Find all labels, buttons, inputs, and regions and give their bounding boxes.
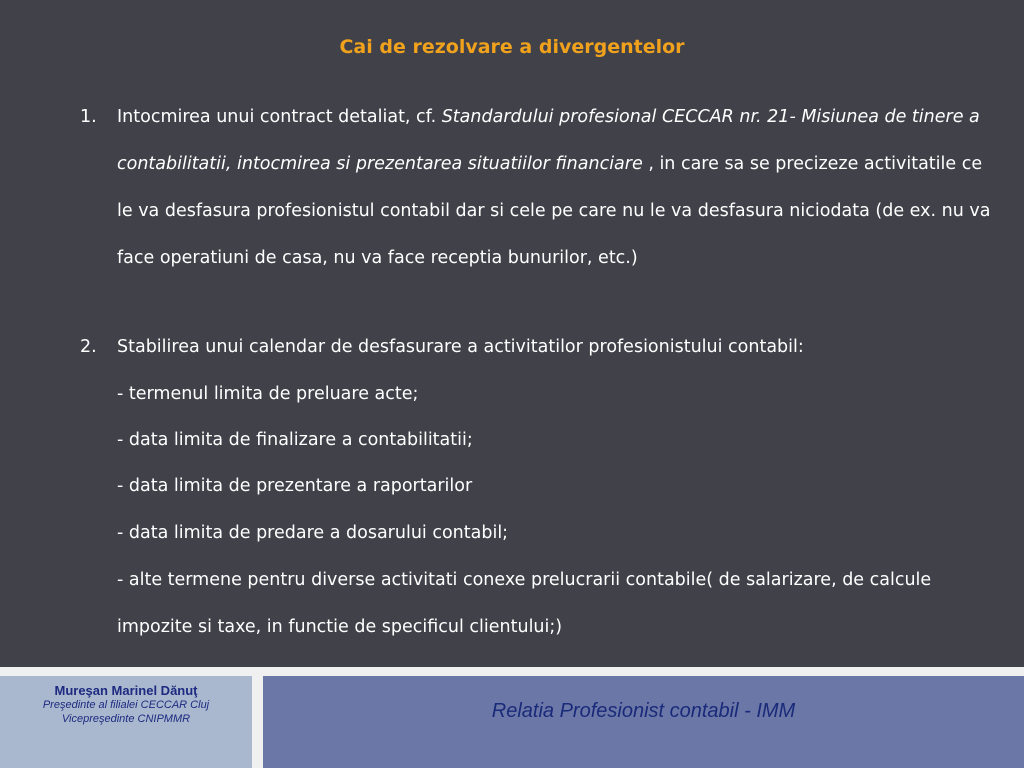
item-text: Stabilirea unui calendar de desfasurare a activitatilor profesionistului contabil:	[117, 337, 804, 357]
author-role: Preşedinte al filialei CECCAR Cluj	[42, 699, 210, 711]
item-number: 1.	[80, 107, 97, 127]
item-text-italic: Standardului profesional CECCAR nr. 21- Misiunea de tinere a contabilitatii, intocmirea si prezentarea situatiilor financiare	[117, 107, 980, 174]
item-text	[117, 94, 1002, 282]
item-text-plain-2: , in care sa se precizeze activitatile ce le va desfasura profesionistul contabil dar si cele pe care nu le va desfasura niciodata (de ex. nu va face operatiuni de casa, nu va face receptia bunurilor, etc.)	[117, 154, 991, 268]
sub-item: - data limita de prezentare a raportarilor	[117, 476, 473, 496]
sub-item: - termenul limita de preluare acte;	[117, 384, 419, 404]
slide-title: Cai de rezolvare a divergentelor	[339, 36, 685, 58]
footer-course-title: Relatia Profesionist contabil - IMM	[491, 700, 796, 722]
sub-item: - data limita de predare a dosarului contabil;	[117, 523, 509, 543]
author-role: Vicepreşedinte CNIPMMR	[61, 713, 191, 725]
footer-author	[0, 683, 252, 726]
sub-item: - alte termene pentru diverse activitati conexe prelucrarii contabile( de salarizare, de calcule impozite si taxe, in functie de specificul clientului;)	[117, 570, 932, 637]
item-text-plain: Intocmirea unui contract detaliat, cf.	[117, 107, 442, 127]
sub-item: - data limita de finalizare a contabilitatii;	[117, 430, 473, 450]
item-number: 2.	[80, 337, 97, 357]
author-name: Mureşan Marinel Dănuţ	[54, 683, 198, 698]
